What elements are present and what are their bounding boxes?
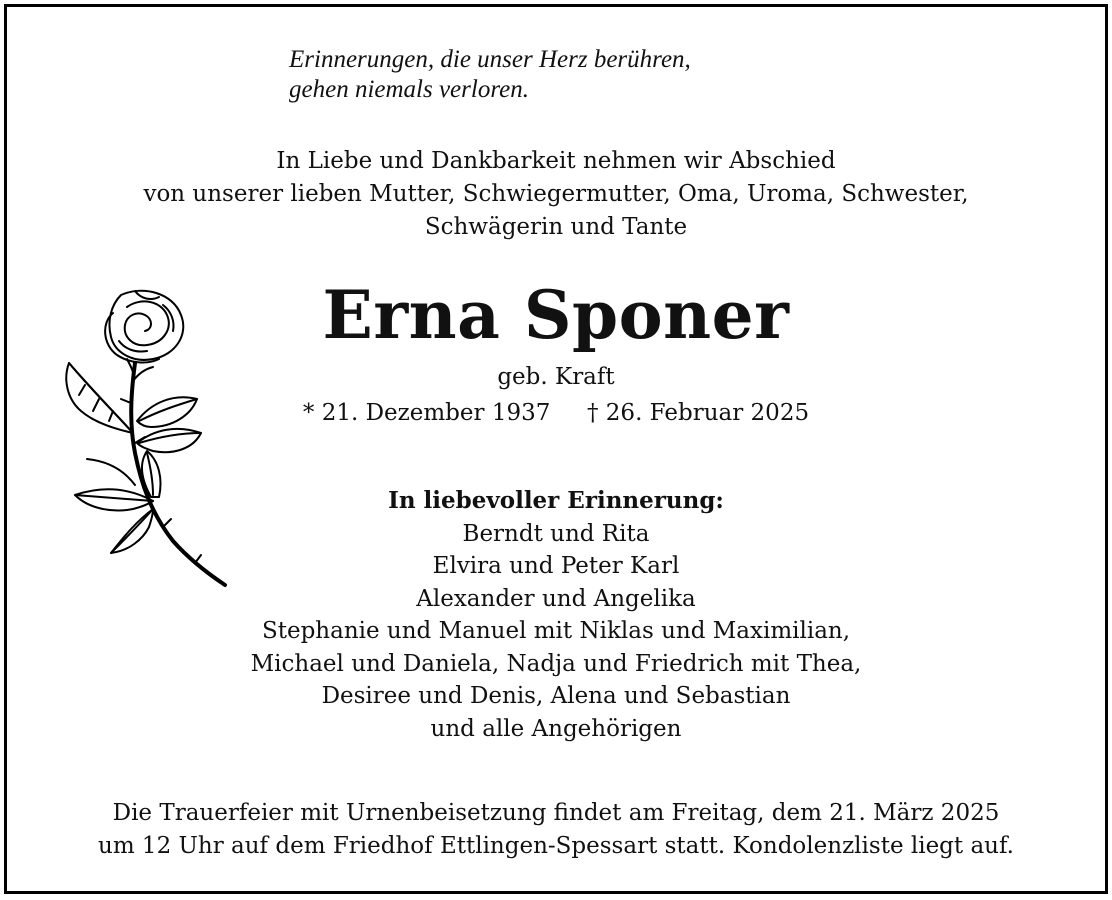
intro-line: In Liebe und Dankbarkeit nehmen wir Abschied (276, 148, 836, 174)
maiden-name: geb. Kraft (497, 364, 615, 390)
funeral-info-line: Die Trauerfeier mit Urnenbeisetzung findet am Freitag, dem 21. März 2025 (112, 800, 1000, 826)
intro-line: von unserer lieben Mutter, Schwiegermutter, Oma, Uroma, Schwester, (143, 181, 969, 207)
mourners-heading: In liebevoller Erinnerung: (388, 487, 724, 514)
birth-date: 21. Dezember 1937 (321, 400, 551, 426)
intro-text (7, 145, 1105, 244)
funeral-info-line: um 12 Uhr auf dem Friedhof Ettlingen-Spessart statt. Kondolenzliste liegt auf. (98, 833, 1014, 859)
death-symbol: † (586, 400, 599, 426)
obituary-notice (4, 4, 1108, 894)
death-date: 26. Februar 2025 (605, 400, 810, 426)
mourner-line: Berndt und Rita (462, 520, 650, 547)
deceased-name: Erna Sponer (322, 276, 790, 354)
motto (289, 45, 849, 105)
motto-line: Erinnerungen, die unser Herz berühren, (289, 46, 691, 73)
mourner-line: Michael und Daniela, Nadja und Friedrich mit Thea, (250, 650, 862, 677)
mourner-line: und alle Angehörigen (430, 715, 682, 742)
life-dates (7, 397, 1105, 429)
mourner-line: Elvira und Peter Karl (432, 553, 680, 579)
funeral-info (7, 797, 1105, 863)
motto-line: gehen niemals verloren. (289, 76, 529, 103)
mourner-line: Alexander und Angelika (416, 585, 696, 612)
mourner-line: Desiree und Denis, Alena und Sebastian (321, 683, 791, 709)
mourner-line: Stephanie und Manuel mit Niklas und Maximilian, (261, 618, 851, 644)
mourners-list (7, 485, 1105, 745)
birth-symbol: * (302, 400, 315, 426)
intro-line: Schwägerin und Tante (424, 214, 688, 240)
